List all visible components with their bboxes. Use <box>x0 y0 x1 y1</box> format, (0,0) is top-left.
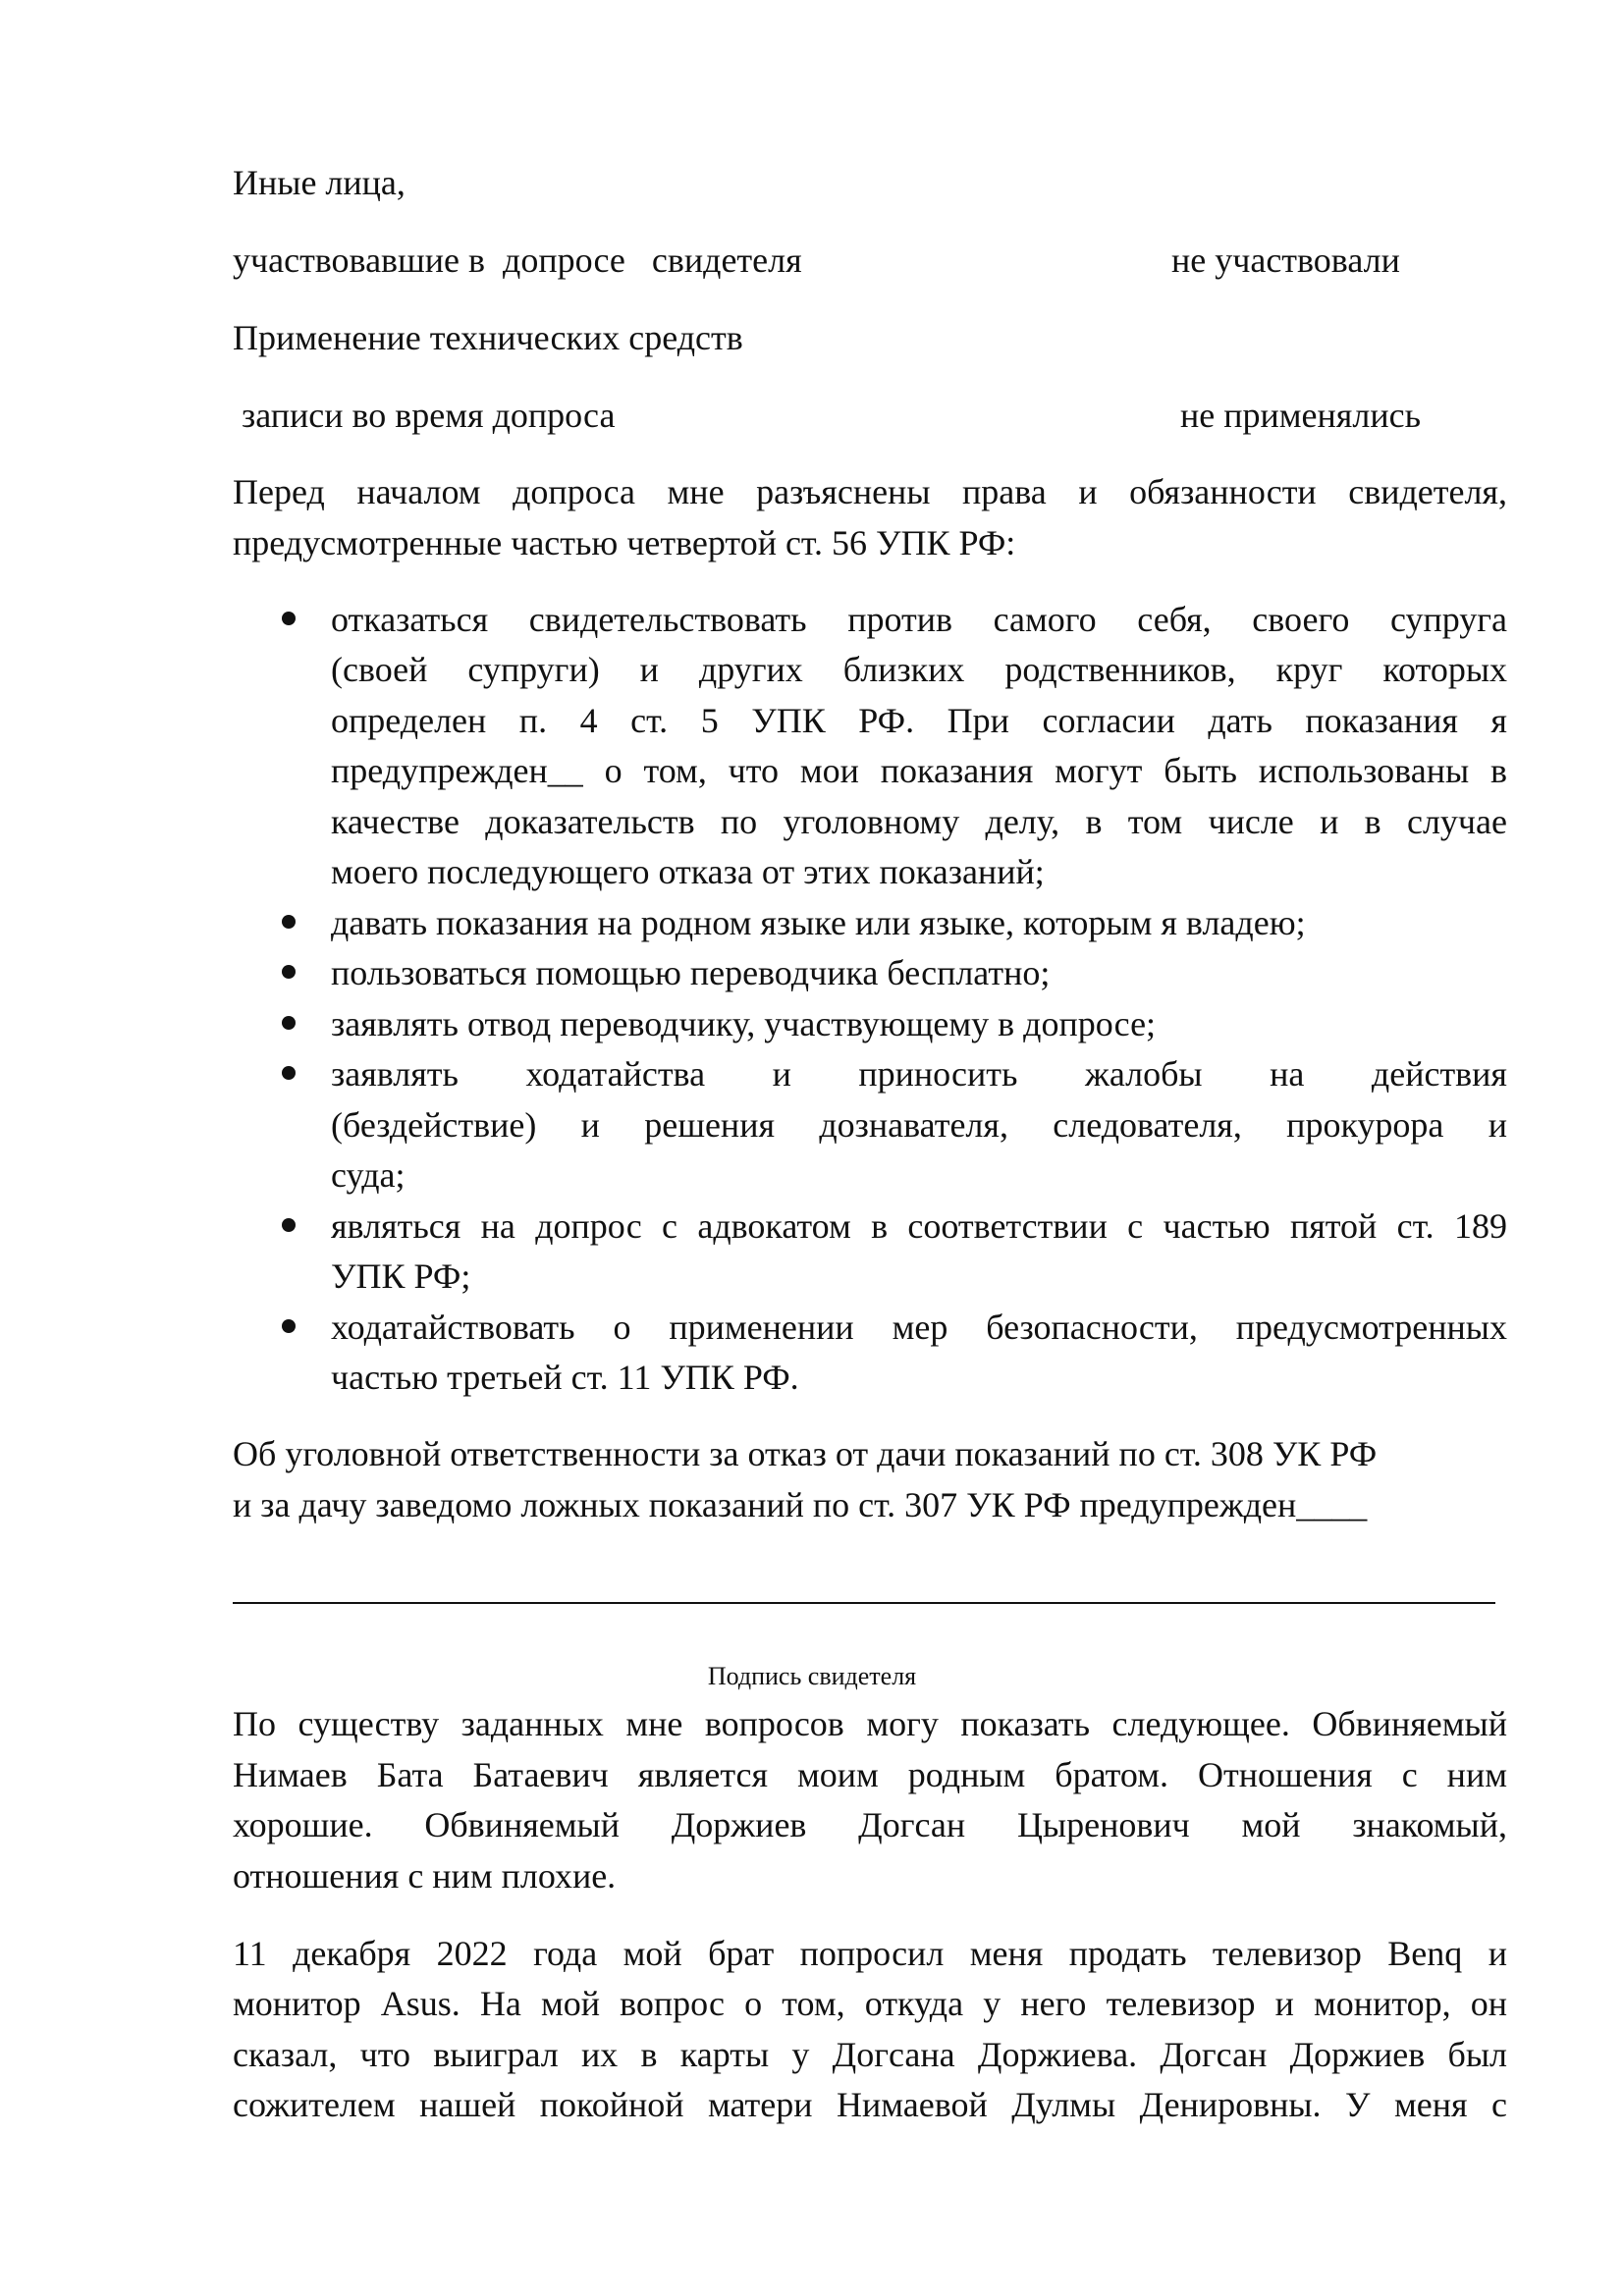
rights-item-line: (своей супруги) и других близких родственников, круг которых <box>331 650 1507 689</box>
bullet-icon <box>282 915 296 929</box>
bullet-icon <box>282 1016 296 1030</box>
testimony-line: отношения с ним плохие. <box>233 1856 617 1896</box>
rights-intro-line: Перед началом допроса мне разъяснены права и обязанности свидетеля, <box>233 472 1507 511</box>
rights-item-line: (бездействие) и решения дознавателя, следователя, прокурора и <box>331 1105 1507 1145</box>
rights-item-line: суда; <box>331 1155 406 1195</box>
rights-item-line: заявлять отвод переводчику, участвующему в допросе; <box>331 1004 1157 1043</box>
bullet-icon <box>282 1218 296 1232</box>
bullet-icon <box>282 1066 296 1080</box>
tech-means-label: Применение технических средств <box>233 318 743 357</box>
rights-item-line: определен п. 4 ст. 5 УПК РФ. При согласии дать показания я <box>331 701 1507 740</box>
bullet-icon <box>282 965 296 979</box>
bullet-icon <box>282 1319 296 1333</box>
testimony-line: По существу заданных мне вопросов могу показать следующее. Обвиняемый <box>233 1704 1507 1743</box>
recording-label: записи во время допроса <box>233 396 616 435</box>
rights-item-line: заявлять ходатайства и приносить жалобы на действия <box>331 1054 1507 1094</box>
rights-item-line: являться на допрос с адвокатом в соответствии с частью пятой ст. 189 <box>331 1206 1507 1246</box>
rights-item-line: качестве доказательств по уголовному делу, в том числе и в случае <box>331 802 1507 841</box>
warning-line: и за дачу заведомо ложных показаний по ст. 307 УК РФ предупрежден____ <box>233 1485 1368 1524</box>
testimony-line: Нимаев Бата Батаевич является моим родным братом. Отношения с ним <box>233 1755 1507 1794</box>
rights-item-line: отказаться свидетельствовать против самого себя, своего супруга <box>331 600 1507 639</box>
recording-value: не применялись <box>1180 396 1421 435</box>
rights-item-line: ходатайствовать о применении мер безопасности, предусмотренных <box>331 1308 1507 1347</box>
warning-line: Об уголовной ответственности за отказ от дачи показаний по ст. 308 УК РФ <box>233 1434 1378 1473</box>
participated-label: участвовавшие в допросе свидетеля <box>233 240 802 280</box>
rights-item-line: пользоваться помощью переводчика бесплатно; <box>331 953 1051 992</box>
rights-item-line: моего последующего отказа от этих показаний; <box>331 852 1045 891</box>
rights-item-line: УПК РФ; <box>331 1256 471 1296</box>
signature-line <box>233 1602 1495 1604</box>
bullet-icon <box>282 612 296 625</box>
testimony-line: монитор Asus. На мой вопрос о том, откуда у него телевизор и монитор, он <box>233 1984 1507 2023</box>
testimony-line: 11 декабря 2022 года мой брат попросил меня продать телевизор Benq и <box>233 1934 1507 1973</box>
rights-item-line: предупрежден__ о том, что мои показания могут быть использованы в <box>331 751 1507 790</box>
testimony-line: сожителем нашей покойной матери Нимаевой Дулмы Денировны. У меня с <box>233 2085 1507 2124</box>
testimony-line: хорошие. Обвиняемый Доржиев Догсан Цыренович мой знакомый, <box>233 1805 1507 1844</box>
signature-caption: Подпись свидетеля <box>707 1662 917 1690</box>
rights-intro-line: предусмотренные частью четвертой ст. 56 УПК РФ: <box>233 523 1016 562</box>
testimony-line: сказал, что выиграл их в карты у Догсана Доржиева. Догсан Доржиев был <box>233 2035 1507 2074</box>
rights-item-line: частью третьей ст. 11 УПК РФ. <box>331 1358 799 1397</box>
rights-item-line: давать показания на родном языке или языке, которым я владею; <box>331 903 1306 942</box>
other-persons-label: Иные лица, <box>233 163 406 202</box>
participated-value: не участвовали <box>1171 240 1400 280</box>
